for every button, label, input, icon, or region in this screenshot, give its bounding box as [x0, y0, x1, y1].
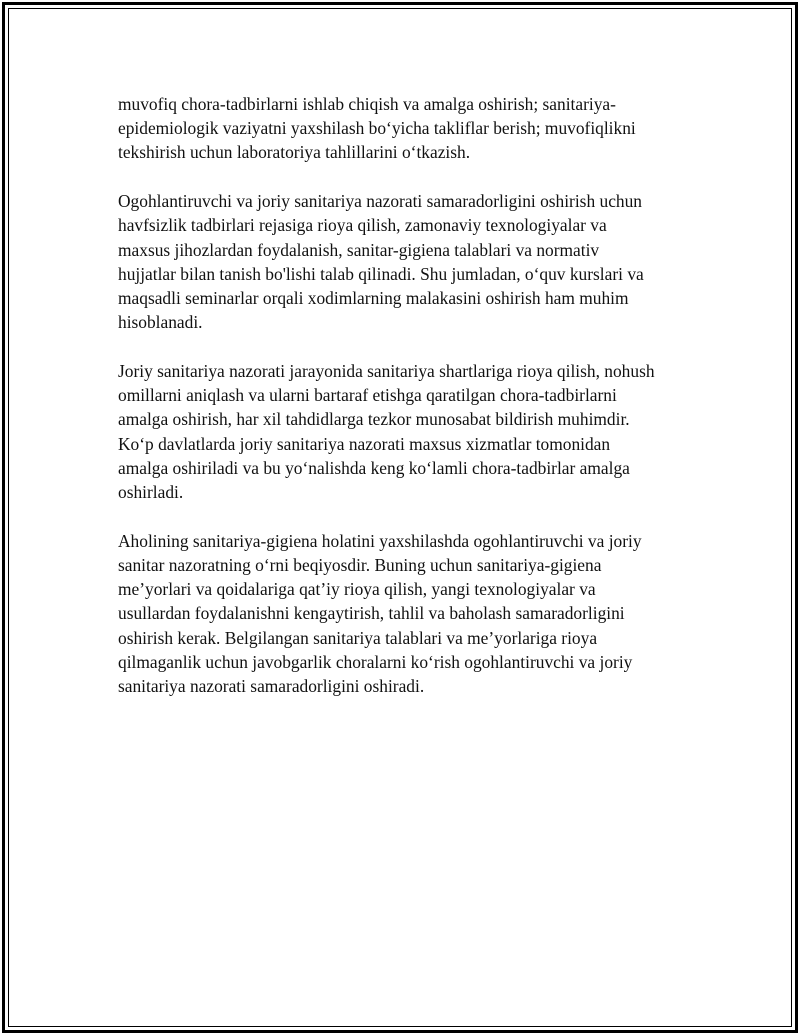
text-line: oshirladi.	[118, 482, 184, 503]
paragraph-3	[118, 359, 693, 504]
text-line: usullardan foydalanishni kengaytirish, tahlil va baholash samaradorligini	[118, 603, 625, 624]
text-line: qilmaganlik uchun javobgarlik choralarni ko‘rish ogohlantiruvchi va joriy	[118, 651, 633, 672]
text-line: Aholining sanitariya-gigiena holatini yaxshilashda ogohlantiruvchi va joriy	[118, 530, 642, 551]
text-line: epidemiologik vaziyatni yaxshilash bo‘yicha takliflar berish; muvofiqlikni	[118, 118, 636, 139]
text-line: sanitar nazoratning o‘rni beqiyosdir. Buning uchun sanitariya-gigiena	[118, 555, 602, 576]
text-line: Joriy sanitariya nazorati jarayonida sanitariya shartlariga rioya qilish, nohush	[118, 361, 655, 382]
text-line: sanitariya nazorati samaradorligini oshiradi.	[118, 676, 425, 697]
paragraph-1	[118, 92, 693, 165]
text-line: tekshirish uchun laboratoriya tahlillarini o‘tkazish.	[118, 142, 471, 163]
text-line: hujjatlar bilan tanish bo'lishi talab qilinadi. Shu jumladan, o‘quv kurslari va	[118, 263, 644, 284]
text-line: oshirish kerak. Belgilangan sanitariya talablari va me’yorlariga rioya	[118, 627, 598, 648]
text-line: amalga oshirish, har xil tahdidlarga tezkor munosabat bildirish muhimdir.	[118, 409, 630, 430]
text-line: hisoblanadi.	[118, 312, 203, 333]
text-line: Ko‘p davlatlarda joriy sanitariya nazorati maxsus xizmatlar tomonidan	[118, 433, 611, 454]
text-line: me’yorlari va qoidalariga qat’iy rioya qilish, yangi texnologiyalar va	[118, 579, 596, 600]
text-line: omillarni aniqlash va ularni bartaraf etishga qaratilgan chora-tadbirlarni	[118, 385, 617, 406]
text-line: amalga oshiriladi va bu yo‘nalishda keng ko‘lamli chora-tadbirlar amalga	[118, 457, 630, 478]
text-line: maqsadli seminarlar orqali xodimlarning malakasini oshirish ham muhim	[118, 288, 629, 309]
text-line: muvofiq chora-tadbirlarni ishlab chiqish va amalga oshirish; sanitariya-	[118, 94, 616, 114]
paragraph-4	[118, 529, 693, 698]
text-line: Ogohlantiruvchi va joriy sanitariya nazorati samaradorligini oshirish uchun	[118, 191, 642, 212]
text-line: havfsizlik tadbirlari rejasiga rioya qilish, zamonaviy texnologiyalar va	[118, 215, 607, 236]
document-body	[118, 92, 693, 723]
text-line: maxsus jihozlardan foydalanish, sanitar-gigiena talablari va normativ	[118, 239, 600, 260]
paragraph-2	[118, 189, 693, 334]
